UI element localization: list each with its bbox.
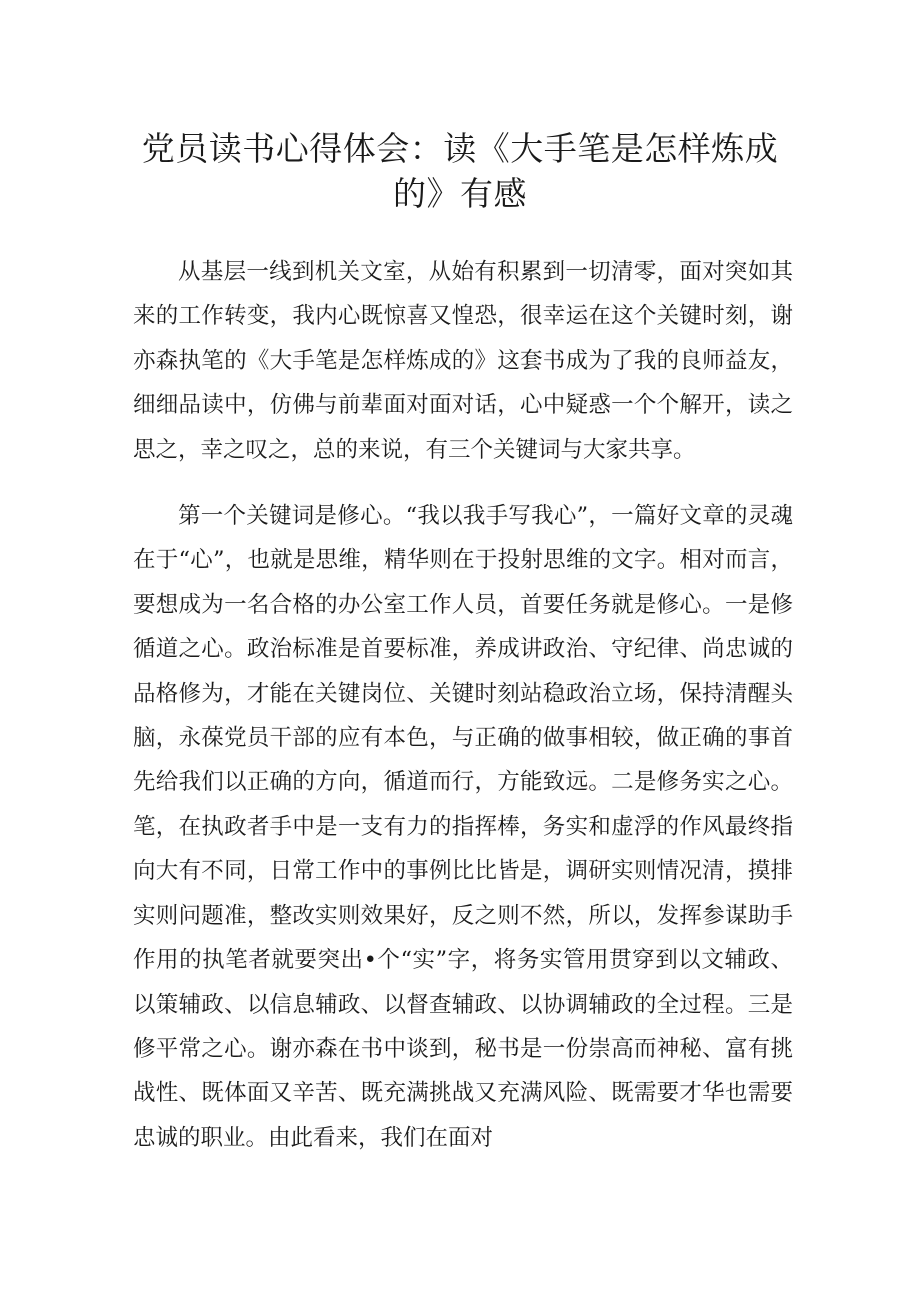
document-title: 党员读书心得体会：读《大手笔是怎样炼成的》有感: [141, 129, 779, 213]
paragraph-keyword-cultivate-heart: 第一个关键词是修心。“我以我手写我心”，一篇好文章的灵魂在于“心”，也就是思维，精华则在于投射思维的文字。相对而言，要想成为一名合格的办公室工作人员，首要任务就是修心。一是修循道之心。政治标准是首要标准，养成讲政治、守纪律、尚忠诚的品格修为，才能在关键岗位、关键时刻站稳政治立场，保持清醒头脑，永葆党员干部的应有本色，与正确的做事相较，做正确的事首先给我们以正确的方向，循道而行，方能致远。二是修务实之心。笔，在执政者手中是一支有力的指挥棒，务实和虚浮的作风最终指向大有不同，日常工作中的事例比比皆是，调研实则情况清，摸排实则问题准，整改实则效果好，反之则不然，所以，发挥参谋助手作用的执笔者就要突出•个“实”字，将务实管用贯穿到以文辅政、以策辅政、以信息辅政、以督查辅政、以协调辅政的全过程。三是修平常之心。谢亦森在书中谈到，秘书是一份崇高而神秘、富有挑战性、既体面又辛苦、既充满挑战又充满风险、既需要才华也需要忠诚的职业。由此看来，我们在面对: [133, 503, 793, 1151]
paragraph-intro: 从基层一线到机关文室，从始有积累到一切清零，面对突如其来的工作转变，我内心既惊喜又惶恐，很幸运在这个关键时刻，谢亦森执笔的《大手笔是怎样炼成的》这套书成为了我的良师益友，细细品读中，仿佛与前辈面对面对话，心中疑惑一个个解开，读之思之，幸之叹之，总的来说，有三个关键词与大家共享。: [133, 259, 793, 463]
document-body: [133, 250, 793, 1182]
